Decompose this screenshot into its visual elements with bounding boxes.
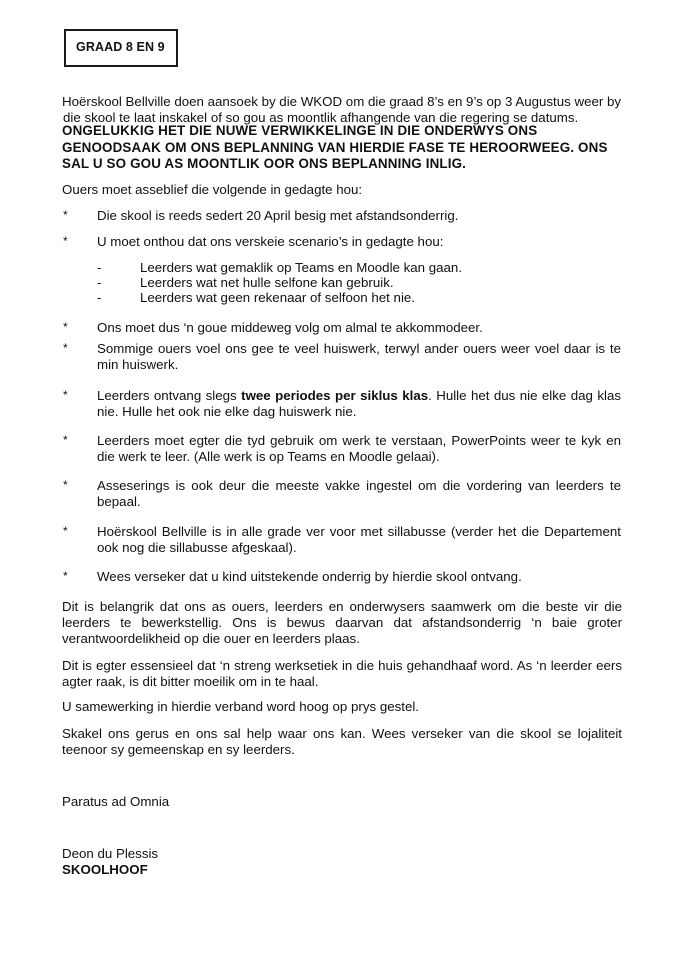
lead-paragraph: Ouers moet asseblief die volgende in gedagte hou: — [62, 182, 363, 197]
bullet-text: Hoërskool Bellville is in alle grade ver voor met sillabusse (verder het die Departement ook nog die sillabusse afgeskaal). — [97, 524, 621, 555]
bullet-text: U moet onthou dat ons verskeie scenario’s in gedagte hou: — [97, 234, 444, 249]
sub-item-text: Leerders wat gemaklik op Teams en Moodle kan gaan. — [140, 260, 463, 275]
bullet-text: Die skool is reeds sedert 20 April besig met afstandsonderrig. — [97, 208, 459, 223]
school-motto: Paratus ad Omnia — [62, 794, 170, 809]
bullet-text: Ons moet dus ‘n goue middeweg volg om almal te akkommodeer. — [97, 320, 483, 335]
sub-item-text: Leerders wat geen rekenaar of selfoon het nie. — [140, 290, 415, 305]
bullet-mark: * — [63, 433, 68, 447]
intro-line-2: die skool te laat inskakel of so gou as moontlik afhangende van die regering se datums. — [63, 110, 579, 125]
bullet-mark: * — [63, 478, 68, 492]
body-paragraph: Skakel ons gerus en ons sal help waar ons kan. Wees verseker van die skool se lojaliteit teenoor sy gemeenskap en sy leerders. — [62, 726, 622, 757]
bullet-text: Wees verseker dat u kind uitstekende onderrig by hierdie skool ontvang. — [97, 569, 522, 584]
bullet-mark: * — [63, 524, 68, 538]
signatory-name: Deon du Plessis — [62, 846, 159, 861]
title-box — [64, 29, 178, 67]
bullet-text: Asseserings is ook deur die meeste vakke ingestel om die vordering van leerders te bepaal. — [97, 478, 621, 509]
body-paragraph: U samewerking in hierdie verband word hoog op prys gestel. — [62, 699, 419, 714]
body-paragraph: Dit is egter essensieel dat ‘n streng werksetiek in die huis gehandhaaf word. As ‘n leerder eers agter raak, is dit bitter moeilik om in te haal. — [62, 658, 622, 689]
bullet-text-start: Leerders ontvang slegs — [97, 388, 242, 403]
bullet-text: Leerders moet egter die tyd gebruik om werk te verstaan, PowerPoints weer te kyk en die werk te leer. (Alle werk is op Teams en Moodle gelaai). — [97, 433, 621, 464]
dash-mark: - — [97, 260, 102, 275]
dash-mark: - — [97, 290, 102, 305]
sub-item-text: Leerders wat net hulle selfone kan gebruik. — [140, 275, 394, 290]
body-paragraph: Dit is belangrik dat ons as ouers, leerders en onderwysers saamwerk om die beste vir die leerders te bewerkstellig. Ons is bewus daarvan dat afstandsonderrig ‘n baie groter verantwoordelikheid op die ouer en leerders plaas. — [62, 599, 622, 646]
intro-line-1: Hoërskool Bellville doen aansoek by die WKOD om die graad 8’s en 9’s op 3 Augustus weer by — [62, 94, 622, 109]
dash-mark: - — [97, 275, 102, 290]
bullet-mark: * — [63, 569, 68, 583]
bullet-mark: * — [63, 341, 68, 355]
bullet-mark: * — [63, 234, 68, 248]
signatory-role: SKOOLHOOF — [62, 862, 148, 877]
bullet-mark: * — [63, 388, 68, 402]
bullet-text-emphasis: twee periodes per siklus klas — [241, 388, 429, 403]
intro-paragraph — [62, 94, 628, 126]
bullet-mark: * — [63, 208, 68, 222]
bullet-text: Sommige ouers voel ons gee te veel huiswerk, terwyl ander ouers weer voel daar is te min huiswerk. — [97, 341, 621, 372]
bullet-text — [97, 388, 621, 420]
notice-paragraph: ONGELUKKIG HET DIE NUWE VERWIKKELINGE IN DIE ONDERWYS ONS GENOODSAAK OM ONS BEPLANNING VAN HIERDIE FASE TE HEROORWEEG. ONS SAL U SO GOU AS MOONTLIK OOR ONS BEPLANNING INLIG. — [62, 123, 608, 171]
document-title: GRAAD 8 EN 9 — [76, 40, 165, 54]
bullet-text-end: . Hulle het dus nie elke dag klas nie. Hulle het ook nie elke dag huiswerk nie. — [97, 388, 621, 419]
bullet-mark: * — [63, 320, 68, 334]
